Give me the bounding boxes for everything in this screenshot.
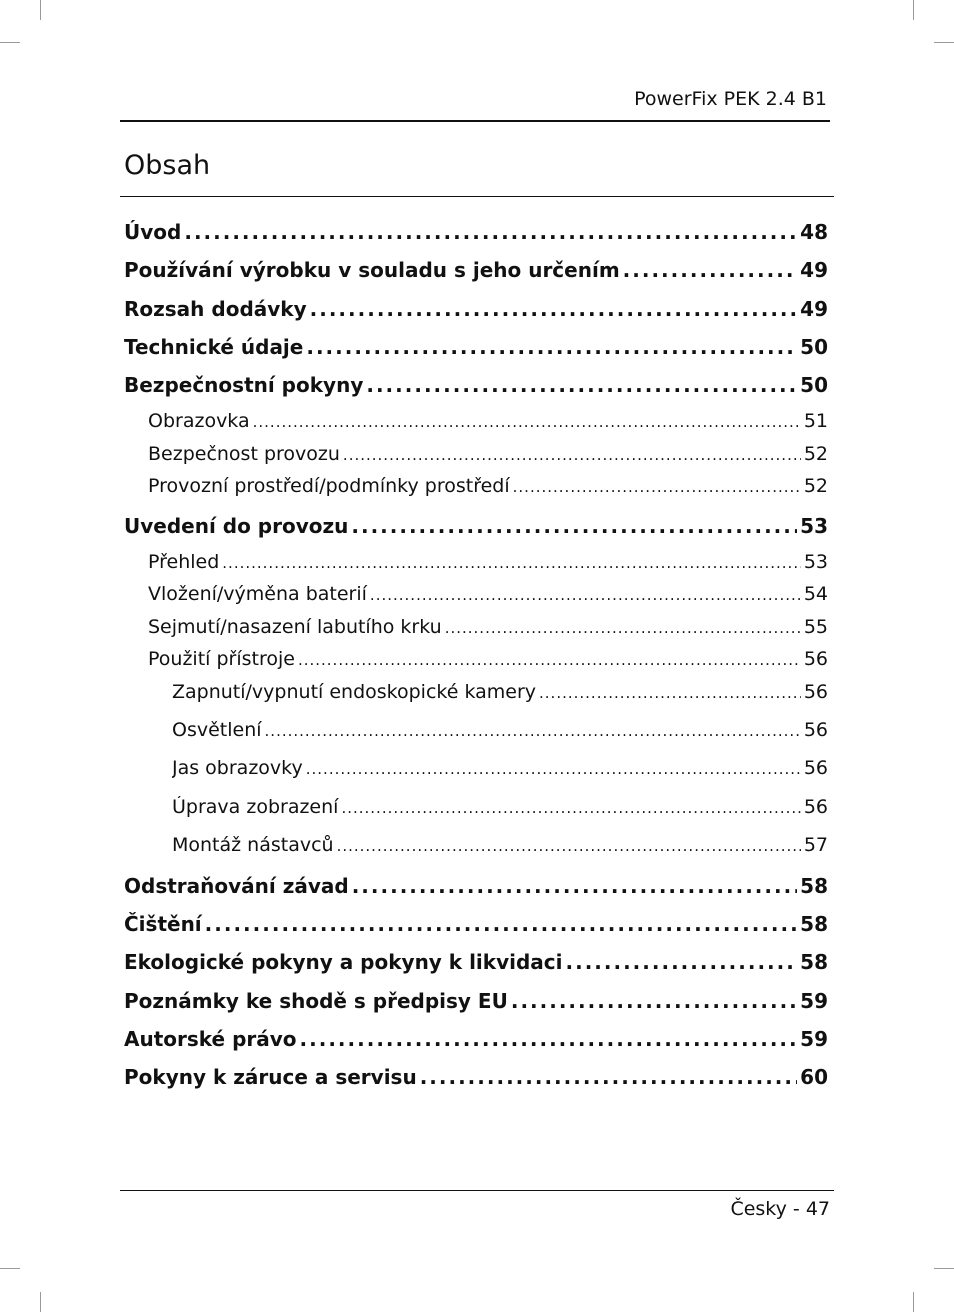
toc-entry[interactable] (148, 583, 828, 605)
toc-entry[interactable] (172, 757, 828, 779)
toc-entry-title: Odstraňování závad (124, 874, 349, 898)
toc-entry[interactable] (124, 514, 828, 538)
toc-entry[interactable] (124, 335, 828, 359)
toc-entry-title: Používání výrobku v souladu s jeho určením (124, 258, 620, 282)
toc-entry-page: 59 (800, 1027, 828, 1051)
toc-entry[interactable] (148, 616, 828, 638)
toc-entry[interactable] (124, 1027, 828, 1051)
toc-leader-dots (222, 554, 801, 572)
toc-leader-dots (184, 220, 797, 244)
toc-entry-title: Jas obrazovky (172, 757, 303, 779)
toc-entry-page: 60 (800, 1065, 828, 1089)
toc-entry[interactable] (172, 834, 828, 856)
toc-entry-title: Poznámky ke shodě s předpisy EU (124, 989, 508, 1013)
toc-entry-page: 53 (803, 551, 828, 573)
toc-entry-page: 50 (800, 373, 828, 397)
toc-entry-page: 58 (800, 950, 828, 974)
toc-entry-title: Technické údaje (124, 335, 304, 359)
toc-leader-dots (352, 874, 797, 898)
toc-entry-title: Zapnutí/vypnutí endoskopické kamery (172, 681, 537, 703)
toc-entry[interactable] (124, 297, 828, 321)
toc-leader-dots (265, 722, 801, 740)
toc-leader-dots (341, 799, 800, 817)
toc-entry-title: Použití přístroje (148, 648, 295, 670)
toc-entry-title: Přehled (148, 551, 220, 573)
toc-leader-dots (539, 684, 801, 702)
toc-entry[interactable] (148, 410, 828, 432)
toc-entry-page: 53 (800, 514, 828, 538)
toc-entry[interactable] (124, 912, 828, 936)
toc-entry-page: 52 (803, 475, 828, 497)
toc-entry[interactable] (172, 719, 828, 741)
toc-entry[interactable] (148, 648, 828, 670)
toc-leader-dots (370, 586, 801, 604)
toc-entry-page: 56 (803, 796, 828, 818)
toc-entry-title: Montáž nástavců (172, 834, 334, 856)
toc-entry-page: 55 (803, 616, 828, 638)
toc-entry[interactable] (124, 1065, 828, 1089)
toc-entry-title: Osvětlení (172, 719, 262, 741)
toc-leader-dots (513, 478, 801, 496)
page-header-title: PowerFix PEK 2.4 B1 (634, 88, 827, 110)
toc-entry-page: 49 (800, 258, 828, 282)
toc-leader-dots (300, 1027, 798, 1051)
toc-entry[interactable] (148, 443, 828, 465)
toc-entry-title: Čištění (124, 912, 202, 936)
toc-leader-dots (623, 258, 798, 282)
toc-entry-page: 56 (803, 681, 828, 703)
toc-entry-title: Rozsah dodávky (124, 297, 307, 321)
footer-rule (120, 1190, 834, 1191)
toc-leader-dots (306, 335, 797, 359)
toc-entry-title: Autorské právo (124, 1027, 297, 1051)
toc-leader-dots (511, 989, 797, 1013)
toc-leader-dots (205, 912, 798, 936)
toc-entry-page: 50 (800, 335, 828, 359)
toc-entry-page: 56 (803, 757, 828, 779)
toc-leader-dots (337, 837, 801, 855)
toc-leader-dots (306, 760, 801, 778)
toc-leader-dots (566, 950, 798, 974)
toc-entry-title: Vložení/výměna baterií (148, 583, 367, 605)
toc-entry[interactable] (124, 373, 828, 397)
toc-entry-page: 54 (803, 583, 828, 605)
toc-entry[interactable] (172, 681, 828, 703)
toc-entry[interactable] (124, 989, 828, 1013)
toc-entry-title: Uvedení do provozu (124, 514, 349, 538)
toc-entry-page: 57 (803, 834, 828, 856)
toc-entry[interactable] (124, 874, 828, 898)
crop-mark (913, 1292, 914, 1312)
toc-entry[interactable] (124, 258, 828, 282)
toc-entry[interactable] (148, 551, 828, 573)
toc-leader-dots (445, 619, 801, 637)
toc-entry-title: Pokyny k záruce a servisu (124, 1065, 417, 1089)
toc-entry[interactable] (124, 220, 828, 244)
toc-entry-page: 48 (800, 220, 828, 244)
toc-entry-page: 56 (803, 719, 828, 741)
crop-mark (40, 1292, 41, 1312)
toc-entry-page: 58 (800, 874, 828, 898)
toc-entry-page: 52 (803, 443, 828, 465)
toc-entry-page: 51 (803, 410, 828, 432)
crop-mark (934, 1268, 954, 1269)
toc-leader-dots (420, 1065, 797, 1089)
toc-leader-dots (298, 651, 801, 669)
toc-entry-page: 59 (800, 989, 828, 1013)
toc-leader-dots (366, 373, 797, 397)
toc-entry[interactable] (148, 475, 828, 497)
toc-entry-title: Úvod (124, 220, 182, 244)
toc-entry-title: Bezpečnost provozu (148, 443, 340, 465)
toc-entry-title: Úprava zobrazení (172, 796, 339, 818)
toc-entry-title: Obrazovka (148, 410, 250, 432)
toc-entry-page: 56 (803, 648, 828, 670)
toc-entry-title: Ekologické pokyny a pokyny k likvidaci (124, 950, 563, 974)
toc-leader-dots (310, 297, 798, 321)
toc-entry[interactable] (172, 796, 828, 818)
toc-entry-page: 49 (800, 297, 828, 321)
toc-heading: Obsah (124, 150, 211, 181)
toc-entry-title: Sejmutí/nasazení labutího krku (148, 616, 442, 638)
page-footer: Česky - 47 (730, 1198, 830, 1220)
toc-entry[interactable] (124, 950, 828, 974)
crop-mark (0, 1268, 20, 1269)
toc-leader-dots (343, 446, 801, 464)
toc-entry-title: Provozní prostředí/podmínky prostředí (148, 475, 510, 497)
toc-leader-dots (253, 413, 801, 431)
toc-leader-dots (351, 514, 797, 538)
toc-entry-title: Bezpečnostní pokyny (124, 373, 364, 397)
toc-entry-page: 58 (800, 912, 828, 936)
